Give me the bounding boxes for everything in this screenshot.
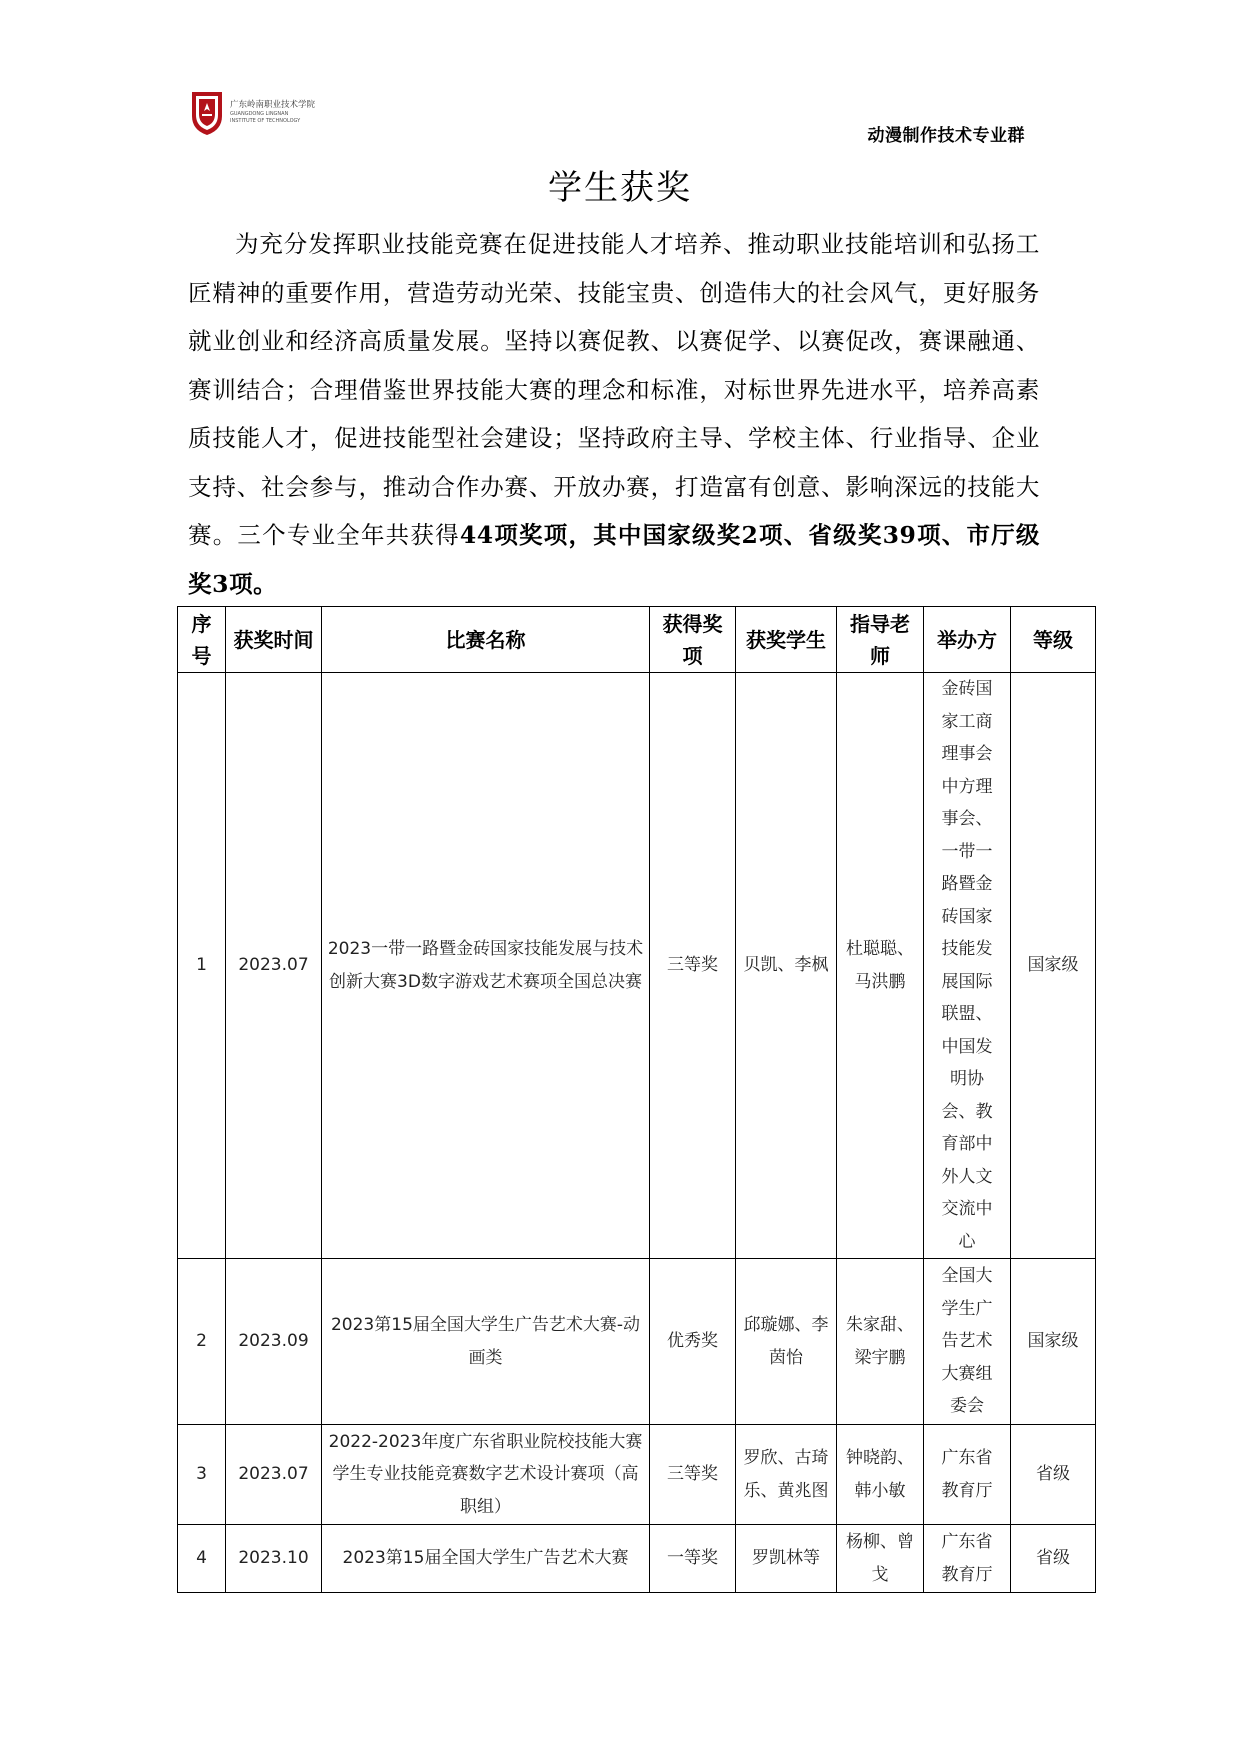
cell-name: 2022-2023年度广东省职业院校技能大赛学生专业技能竞赛数字艺术设计赛项（高职组） bbox=[322, 1425, 650, 1525]
cell-name: 2023第15届全国大学生广告艺术大赛 bbox=[322, 1525, 650, 1593]
header-level: 等级 bbox=[1011, 607, 1096, 673]
header-teacher: 指导老师 bbox=[837, 607, 924, 673]
intro-text-3: 项、省级奖 bbox=[758, 521, 883, 549]
header-no: 序号 bbox=[178, 607, 226, 673]
cell-teacher: 朱家甜、梁宇鹏 bbox=[837, 1259, 924, 1425]
provincial-awards-count: 39 bbox=[882, 521, 917, 549]
cell-time: 2023.09 bbox=[226, 1259, 322, 1425]
cell-award: 优秀奖 bbox=[650, 1259, 736, 1425]
cell-host: 广东省教育厅 bbox=[924, 1525, 1011, 1593]
intro-text: 为充分发挥职业技能竞赛在促进技能人才培养、推动职业技能培训和弘扬工匠精神的重要作用，营造劳动光荣、技能宝贵、创造伟大的社会风气，更好服务就业创业和经济高质量发展。坚持以赛促教、以赛促学、以赛促改，赛课融通、赛训结合；合理借鉴世界技能大赛的理念和标准，对标世界先进水平，培养高素质技能人才，促进技能型社会建设；坚持政府主导、学校主体、行业指导、企业支持、社会参与，推动合作办赛、开放办赛，打造富有创意、影响深远的技能大赛。三个专业全年共获得 bbox=[188, 230, 1040, 549]
cell-teacher: 杜聪聪、马洪鹏 bbox=[837, 673, 924, 1259]
cell-host: 金砖国家工商理事会中方理事会、一带一路暨金砖国家技能发展国际联盟、中国发明协会、教育部中外人文交流中心 bbox=[924, 673, 1011, 1259]
cell-student: 罗欣、古琦乐、黄兆图 bbox=[736, 1425, 837, 1525]
cell-teacher: 钟晓韵、韩小敏 bbox=[837, 1425, 924, 1525]
cell-name: 2023第15届全国大学生广告艺术大赛-动画类 bbox=[322, 1259, 650, 1425]
city-awards-count: 3 bbox=[212, 569, 230, 598]
cell-level: 省级 bbox=[1011, 1425, 1096, 1525]
total-awards-count: 44 bbox=[459, 521, 494, 549]
cell-time: 2023.07 bbox=[226, 673, 322, 1259]
cell-no: 1 bbox=[178, 673, 226, 1259]
cell-level: 国家级 bbox=[1011, 673, 1096, 1259]
cell-host: 全国大学生广告艺术大赛组委会 bbox=[924, 1259, 1011, 1425]
intro-text-2: 项奖项，其中国家级奖 bbox=[493, 521, 742, 549]
national-awards-count: 2 bbox=[741, 521, 759, 549]
cell-student: 罗凯林等 bbox=[736, 1525, 837, 1593]
cell-no: 3 bbox=[178, 1425, 226, 1525]
intro-text-4: 项、市厅级奖 bbox=[188, 521, 1041, 598]
cell-award: 三等奖 bbox=[650, 1425, 736, 1525]
table-header-row bbox=[178, 607, 1096, 673]
intro-text-5: 项。 bbox=[229, 569, 278, 598]
table-row bbox=[178, 673, 1096, 1259]
cell-no: 2 bbox=[178, 1259, 226, 1425]
cell-level: 省级 bbox=[1011, 1525, 1096, 1593]
cell-level: 国家级 bbox=[1011, 1259, 1096, 1425]
logo-english-name: GUANGDONG LINGNAN INSTITUTE OF TECHNOLOGY bbox=[230, 111, 301, 124]
awards-table bbox=[177, 606, 1096, 1593]
table-row bbox=[178, 1425, 1096, 1525]
cell-teacher: 杨柳、曾戈 bbox=[837, 1525, 924, 1593]
cell-student: 贝凯、李枫 bbox=[736, 673, 837, 1259]
college-shield-icon bbox=[190, 90, 224, 136]
cell-host: 广东省教育厅 bbox=[924, 1425, 1011, 1525]
cell-no: 4 bbox=[178, 1525, 226, 1593]
header-award: 获得奖项 bbox=[650, 607, 736, 673]
cell-award: 三等奖 bbox=[650, 673, 736, 1259]
intro-paragraph bbox=[188, 220, 1040, 608]
cell-time: 2023.07 bbox=[226, 1425, 322, 1525]
cell-time: 2023.10 bbox=[226, 1525, 322, 1593]
table-row bbox=[178, 1259, 1096, 1425]
header-student: 获奖学生 bbox=[736, 607, 837, 673]
header-name: 比赛名称 bbox=[322, 607, 650, 673]
college-logo bbox=[190, 90, 330, 138]
table-row bbox=[178, 1525, 1096, 1593]
cell-name: 2023一带一路暨金砖国家技能发展与技术创新大赛3D数字游戏艺术赛项全国总决赛 bbox=[322, 673, 650, 1259]
group-label: 动漫制作技术专业群 bbox=[867, 126, 1025, 146]
header-time: 获奖时间 bbox=[226, 607, 322, 673]
cell-award: 一等奖 bbox=[650, 1525, 736, 1593]
header-host: 举办方 bbox=[924, 607, 1011, 673]
logo-chinese-name: 广东岭南职业技术学院 bbox=[230, 100, 316, 110]
page-title: 学生获奖 bbox=[548, 168, 692, 208]
cell-student: 邱璇娜、李茵怡 bbox=[736, 1259, 837, 1425]
